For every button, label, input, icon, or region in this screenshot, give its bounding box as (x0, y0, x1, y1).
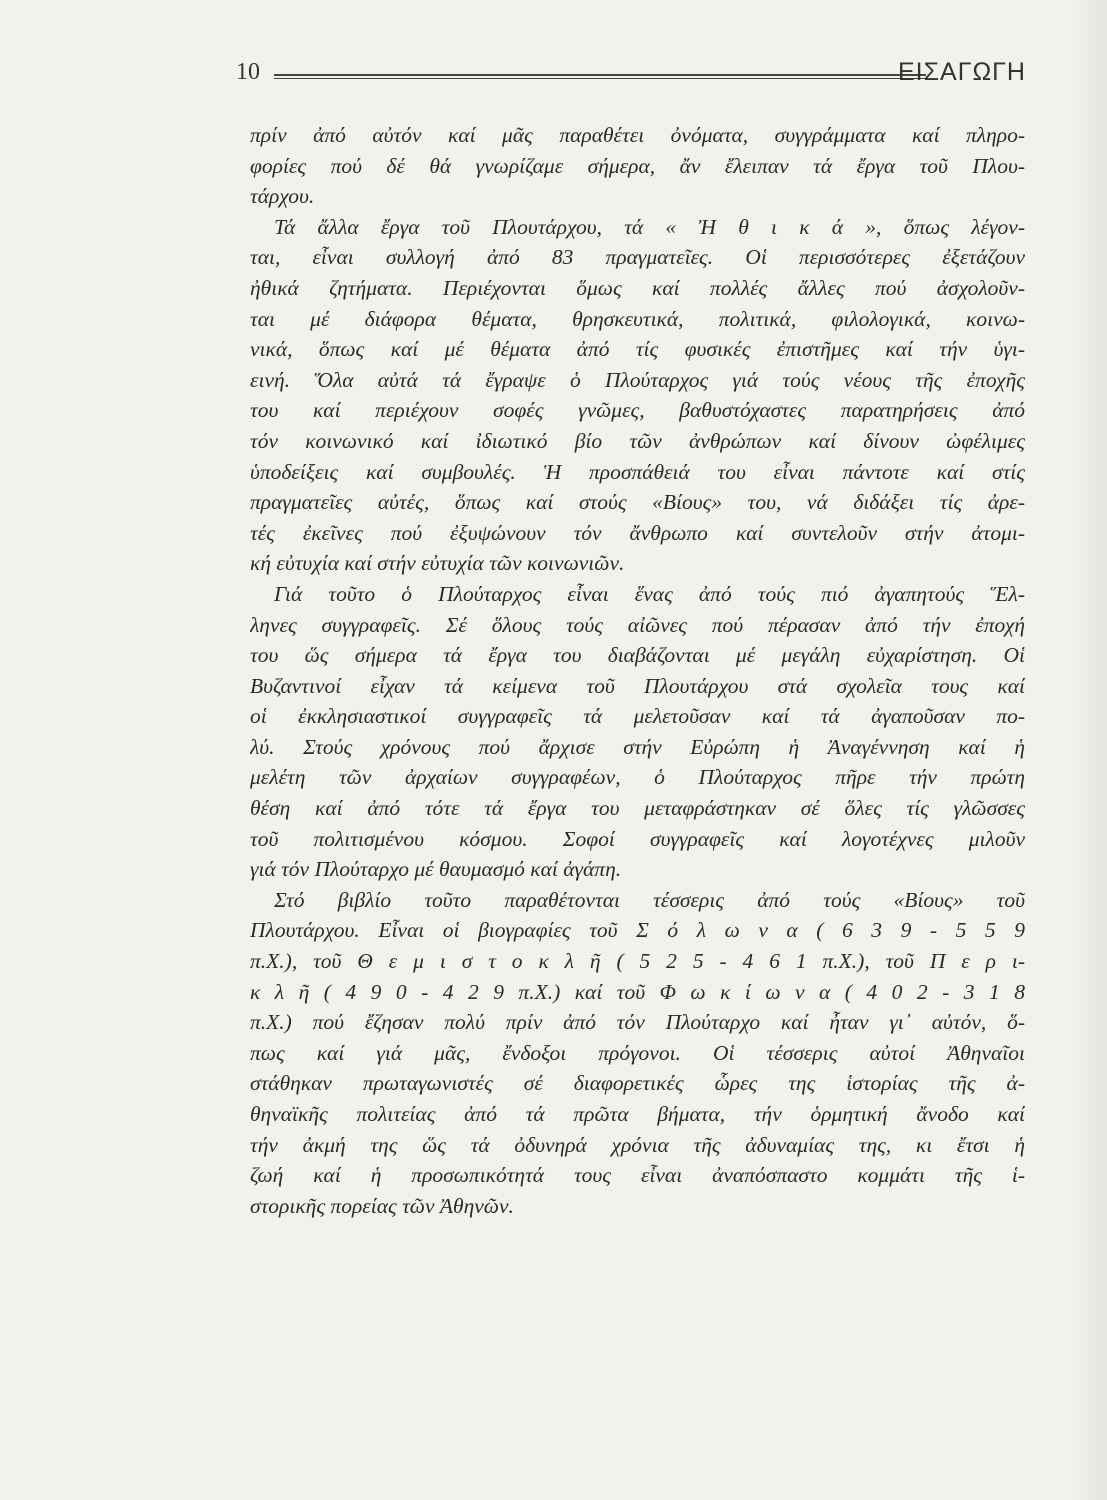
paragraph-2 (250, 212, 1025, 579)
text-line: τόν κοινωνικό καί ἰδιωτικό βίο τῶν ἀνθρώπων καί δίνουν ὠφέλιμες (250, 428, 1025, 453)
text-line: ἠθικά ζητήματα. Περιέχονται ὅμως καί πολλές ἄλλες πού ἀσχολοῦν- (250, 275, 1025, 300)
text-line: ὑποδείξεις καί συμβουλές. Ἡ προσπάθειά του εἶναι πάντοτε καί στίς (250, 459, 1025, 484)
page-edge-shadow (1067, 0, 1107, 1500)
text-line: εινή. Ὅλα αὐτά τά ἔγραψε ὁ Πλούταρχος γιά τούς νέους τῆς ἐποχῆς (250, 367, 1025, 392)
text-line: του ὥς σήμερα τά ἔργα του διαβάζονται μέ μεγάλη εὐχαρίστηση. Οἱ (250, 643, 1025, 668)
text-line: νικά, ὅπως καί μέ θέματα ἀπό τίς φυσικές ἐπιστῆμες καί τήν ὑγι- (250, 337, 1025, 362)
text-line: τοῦ πολιτισμένου κόσμου. Σοφοί συγγραφεῖς καί λογοτέχνες μιλοῦν (250, 826, 1025, 851)
text-line: Γιά τοῦτο ὁ Πλούταρχος εἶναι ἕνας ἀπό τούς πιό ἀγαπητούς Ἕλ- (274, 581, 1025, 606)
text-line: ται μέ διάφορα θέματα, θρησκευτικά, πολιτικά, φιλολογικά, κοινω- (250, 306, 1025, 331)
paragraph-4 (250, 885, 1025, 1222)
text-line: Τά ἄλλα ἔργα τοῦ Πλουτάρχου, τά « Ἠ θ ι κ ά », ὅπως λέγον- (274, 214, 1025, 239)
text-line: πρίν ἀπό αὐτόν καί μᾶς παραθέτει ὀνόματα, συγγράμματα καί πληρο- (250, 123, 1025, 147)
text-line: λύ. Στούς χρόνους πού ἄρχισε στήν Εὐρώπη ἡ Ἀναγέννηση καί ἡ (250, 734, 1025, 759)
text-line: φορίες πού δέ θά γνωρίζαμε σήμερα, ἄν ἔλειπαν τά ἔργα τοῦ Πλου- (250, 153, 1025, 178)
text-line: πραγματεῖες αὐτές, ὅπως καί στούς «Βίους» του, νά διδάξει τίς ἀρε- (250, 490, 1025, 515)
text-line: θέση καί ἀπό τότε τά ἔργα του μεταφράστηκαν σέ ὅλες τίς γλῶσσες (250, 796, 1025, 821)
text-line: μελέτη τῶν ἀρχαίων συγγραφέων, ὁ Πλούταρχος πῆρε τήν πρώτη (250, 765, 1025, 790)
text-line: τήν ἀκμή της ὥς τά ὀδυνηρά χρόνια τῆς ἀδυναμίας της, κι ἔτσι ἡ (250, 1132, 1025, 1157)
page-header (236, 56, 1026, 96)
body-text (250, 120, 1025, 1221)
text-line: κ λ ῆ ( 4 9 0 - 4 2 9 π.Χ.) καί τοῦ Φ ω κ ί ω ν α ( 4 0 2 - 3 1 8 (250, 979, 1025, 1004)
text-line: τάρχου. (250, 184, 315, 209)
text-line: στάθηκαν πρωταγωνιστές σέ διαφορετικές ὧρες της ἱστορίας τῆς ἀ- (250, 1071, 1025, 1096)
paragraph-1 (250, 120, 1025, 212)
text-line: ται, εἶναι συλλογή ἀπό 83 πραγματεῖες. Οἱ περισσότερες ἐξετάζουν (250, 245, 1025, 270)
running-title: ΕΙΣΑΓΩΓΗ (897, 58, 1026, 86)
text-line: Πλουτάρχου. Εἶναι οἱ βιογραφίες τοῦ Σ ό λ ω ν α ( 6 3 9 - 5 5 9 (250, 918, 1025, 943)
text-line: Στό βιβλίο τοῦτο παραθέτονται τέσσερις ἀπό τούς «Βίους» τοῦ (274, 887, 1025, 912)
page-number: 10 (236, 59, 260, 85)
text-line: τές ἐκεῖνες πού ἐξυψώνουν τόν ἄνθρωπο καί συντελοῦν στήν ἀτομι- (250, 520, 1025, 545)
text-line: ζωή καί ἡ προσωπικότητά τους εἶναι ἀναπόσπαστο κομμάτι τῆς ἱ- (250, 1163, 1025, 1188)
text-line: ληνες συγγραφεῖς. Σέ ὅλους τούς αἰῶνες πού πέρασαν ἀπό τήν ἐποχή (250, 612, 1025, 637)
text-line: στορικῆς πορείας τῶν Ἀθηνῶν. (250, 1193, 514, 1218)
text-line: π.Χ.), τοῦ Θ ε μ ι σ τ ο κ λ ῆ ( 5 2 5 - 4 6 1 π.Χ.), τοῦ Π ε ρ ι- (250, 949, 1025, 974)
text-line: κή εὐτυχία καί στήν εὐτυχία τῶν κοινωνιῶν. (250, 551, 625, 576)
text-line: Βυζαντινοί εἶχαν τά κείμενα τοῦ Πλουτάρχου στά σχολεῖα τους καί (250, 673, 1025, 698)
text-line: θηναϊκῆς πολιτείας ἀπό τά πρῶτα βήματα, τήν ὁρμητική ἄνοδο καί (250, 1102, 1025, 1126)
text-line: του καί περιέχουν σοφές γνῶμες, βαθυστόχαστες παρατηρήσεις ἀπό (250, 398, 1025, 423)
text-line: πως καί γιά μᾶς, ἔνδοξοι πρόγονοι. Οἱ τέσσερις αὐτοί Ἀθηναῖοι (250, 1040, 1025, 1065)
text-line: οἱ ἐκκλησιαστικοί συγγραφεῖς τά μελετοῦσαν καί τά ἀγαποῦσαν πο- (250, 704, 1025, 729)
text-line: γιά τόν Πλούταρχο μέ θαυμασμό καί ἀγάπη. (250, 857, 622, 882)
paragraph-3 (250, 579, 1025, 885)
text-line: π.Χ.) πού ἔζησαν πολύ πρίν ἀπό τόν Πλούταρχο καί ἦταν γι᾽ αὐτόν, ὅ- (250, 1010, 1025, 1035)
header-rule (274, 74, 926, 79)
